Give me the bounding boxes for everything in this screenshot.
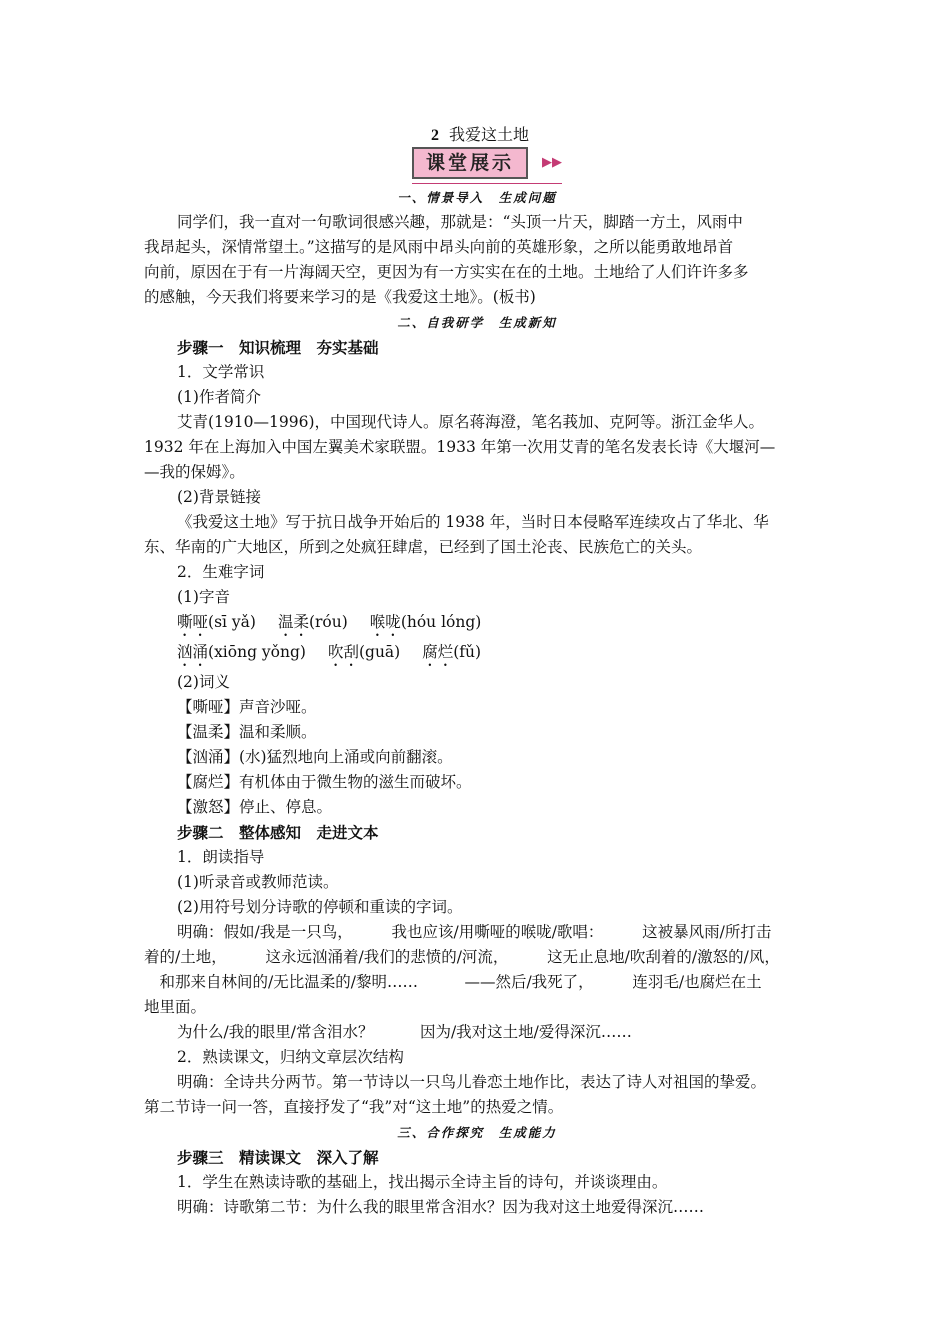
- pinyin: (sī yǎ): [208, 613, 256, 631]
- structure-line: 明确：全诗共分两节。第一节诗以一只鸟儿眷恋土地作比，表达了诗人对祖国的挚爱。: [177, 1073, 767, 1091]
- section-heading-1: 一、情景导入 生成问题: [397, 190, 557, 205]
- meaning-item: 【温柔】温和柔顺。: [177, 723, 317, 741]
- meaning-item: 【激怒】停止、停息。: [177, 798, 333, 816]
- intro-line: 同学们，我一直对一句歌词很感兴趣，那就是：“头顶一片天，脚踏一方土，风雨中: [177, 213, 743, 231]
- step-heading: 步骤一 知识梳理 夯实基础: [177, 338, 379, 357]
- pinyin: (róu): [308, 613, 348, 631]
- intro-line: 向前，原因在于有一片海阔天空，更因为有一方实实在在的土地。土地给了人们许许多多: [144, 263, 749, 281]
- vocab-word: 喉咙: [369, 613, 401, 631]
- pinyin: (xiōng yǒng): [208, 643, 306, 661]
- list-item: 1．学生在熟读诗歌的基础上，找出揭示全诗主旨的诗句，并谈谈理由。: [177, 1173, 668, 1191]
- classroom-banner: [412, 147, 562, 179]
- pinyin: (guā): [358, 643, 401, 661]
- section-heading-2: 二、自我研学 生成新知: [397, 315, 557, 330]
- list-item: 1．朗读指导: [177, 848, 265, 866]
- banner-label: 课堂展示: [412, 147, 528, 179]
- reading-line: 明确：假如/我是一只鸟， 我也应该/用嘶哑的喉咙/歌唱： 这被暴风雨/所打击: [177, 923, 772, 941]
- list-item: 1．文学常识: [177, 363, 265, 381]
- vocab-word: 吹刮: [327, 643, 359, 661]
- vocab-word: 汹涌: [177, 643, 209, 661]
- lesson-content: [144, 124, 810, 1220]
- background-line: 《我爱这土地》写于抗日战争开始后的 1938 年，当时日本侵略军连续攻占了华北、华: [177, 513, 769, 531]
- intro-line: 我昂起头，深情常望土。”这描写的是风雨中昂头向前的英雄形象，之所以能勇敢地昂首: [144, 238, 734, 256]
- sub-item: (1)作者简介: [177, 388, 261, 406]
- section-heading-3: 三、合作探究 生成能力: [397, 1125, 557, 1140]
- sub-item: (1)字音: [177, 588, 230, 606]
- meaning-item: 【腐烂】有机体由于微生物的滋生而破坏。: [177, 773, 472, 791]
- pinyin: (hóu lóng): [400, 613, 482, 631]
- banner-underline: [412, 183, 562, 184]
- step-heading: 步骤三 精读课文 深入了解: [177, 1148, 379, 1167]
- meaning-item: 【汹涌】(水)猛烈地向上涌或向前翻滚。: [177, 748, 453, 766]
- sub-item: (2)词义: [177, 673, 230, 691]
- pronunciation-row: [144, 610, 810, 640]
- intro-line: 的感触，今天我们将要来学习的是《我爱这土地》。(板书): [144, 288, 536, 306]
- lesson-number: 2: [430, 127, 439, 144]
- double-arrow-icon: ▶▶: [542, 155, 562, 170]
- banner-row: [144, 147, 810, 185]
- pronunciation-row: [144, 640, 810, 670]
- list-item: 2．熟读课文，归纳文章层次结构: [177, 1048, 404, 1066]
- structure-line: 第二节诗一问一答，直接抒发了“我”对“这土地”的热爱之情。: [144, 1098, 564, 1116]
- pinyin: (fǔ): [453, 643, 482, 661]
- author-line: 艾青(1910—1996)，中国现代诗人。原名蒋海澄，笔名莪加、克阿等。浙江金华人。: [177, 413, 764, 431]
- lesson-title: [150, 124, 810, 147]
- reading-line: 地里面。: [144, 998, 207, 1016]
- sub-item: (2)背景链接: [177, 488, 261, 506]
- reading-line: 和那来自林间的/无比温柔的/黎明…… ——然后/我死了， 连羽毛/也腐烂在土: [144, 973, 762, 991]
- author-line: 1932 年在上海加入中国左翼美术家联盟。1933 年第一次用艾青的笔名发表长诗《大堰河—: [144, 438, 776, 456]
- meaning-item: 【嘶哑】声音沙哑。: [177, 698, 317, 716]
- vocab-word: 嘶哑: [177, 613, 209, 631]
- reading-line: 为什么/我的眼里/常含泪水？ 因为/我对这土地/爱得深沉……: [177, 1023, 632, 1041]
- author-line: —我的保姆》。: [144, 463, 245, 481]
- list-item: 2．生难字词: [177, 563, 265, 581]
- vocab-word: 腐烂: [422, 643, 454, 661]
- reading-line: 着的/土地， 这永远汹涌着/我们的悲愤的/河流， 这无止息地/吹刮着的/激怒的/风，: [144, 948, 780, 966]
- step-heading: 步骤二 整体感知 走进文本: [177, 823, 379, 842]
- answer-line: 明确：诗歌第二节：为什么我的眼里常含泪水？因为我对这土地爱得深沉……: [177, 1198, 705, 1216]
- vocab-word: 温柔: [277, 613, 309, 631]
- sub-item: (2)用符号划分诗歌的停顿和重读的字词。: [177, 898, 463, 916]
- sub-item: (1)听录音或教师范读。: [177, 873, 339, 891]
- background-line: 东、华南的广大地区，所到之处疯狂肆虐，已经到了国土沦丧、民族危亡的关头。: [144, 538, 703, 556]
- lesson-title-text: 我爱这土地: [448, 125, 529, 144]
